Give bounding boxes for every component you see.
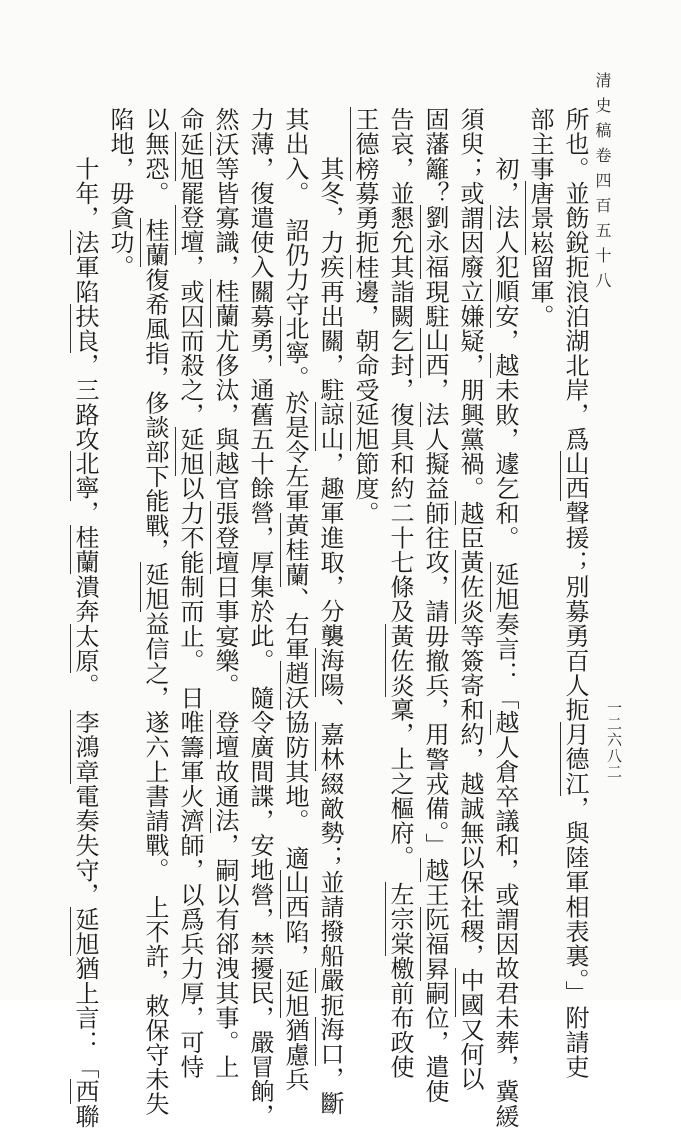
text-column [525,107,555,977]
proper-name: 山西 [421,328,449,378]
text-run: 益信之，遂六上書請戰。 上不許，敕保守未失 [141,611,169,1117]
proper-name: 越 [456,500,484,526]
proper-name: 趙沃 [281,660,309,711]
text-run: 以力不能制而止。 日唯籌軍火濟師，以爲兵力厚，可恃 [176,476,204,1080]
text-run: 嗣位，遣使 [421,980,449,1104]
text-column [175,107,205,1080]
text-run: 固藩籬？ [421,107,449,206]
proper-name: 桂 [351,254,379,280]
proper-name: 太原 [71,623,99,673]
proper-name: 越 [491,353,519,378]
text-run: 邊，朝命受 [351,279,379,403]
text-run: 然 [211,107,239,132]
text-run: 未敗，遽乞和。 [491,377,519,563]
text-column [315,107,345,1116]
text-column [280,107,310,1092]
text-run: 、右軍 [281,587,309,661]
proper-name: 延旭 [71,906,99,957]
text-column [70,107,100,1128]
text-run: ，趣軍進取，分襲 [316,451,344,649]
text-column [245,107,275,1128]
text-run: 猶上言：「 [71,956,99,1080]
text-column [490,107,520,1128]
text-run: 協防其地。 適 [281,710,309,871]
proper-name: 北寧 [71,451,99,501]
proper-name: 黃桂蘭 [281,513,309,588]
proper-name: 延旭 [176,426,204,477]
proper-name: 桂蘭 [71,525,99,575]
text-run: ， [71,500,99,526]
proper-name: 法 [211,808,239,834]
proper-name: 延旭 [141,562,169,612]
text-run: 其出入。 詔仍力守 [281,107,309,317]
proper-name: 越 [491,710,519,735]
text-run: 力薄，復遣使入關募勇，通舊五十餘營，厚集於此。 隨令廣間諜，安地營，禁擾民，嚴冒餉， [246,107,274,1128]
text-run: 告哀，並懇允其詣闕乞封，復具和約二十七條及 [386,107,414,624]
proper-name: 黃佐炎 [456,549,484,624]
text-run: 命 [176,107,204,132]
text-column [105,107,135,977]
text-column [385,107,415,1080]
text-run: 部主事 [526,107,554,181]
proper-name: 桂蘭 [211,279,239,329]
text-run: 等皆寡識， [211,156,239,280]
text-run: 須臾；或謂因廢立嫌疑，朋興黨禍。 [456,107,484,501]
proper-name: 越 [421,857,449,883]
proper-name: 張登壇 [211,500,239,575]
text-run: 日事宴樂。 [211,574,239,711]
proper-name: 延旭 [491,562,519,612]
proper-name: 嚴 [316,968,344,993]
text-run: 聯 [71,1103,99,1128]
text-run: 軍陷 [71,254,99,304]
proper-name: 延旭 [281,968,309,1018]
proper-name: 嘉林 [316,722,344,772]
text-run: 募勇扼 [351,180,379,255]
text-run: 節度。 [351,451,379,526]
text-run: 陷， [281,919,309,969]
proper-name: 海陽 [316,648,344,698]
text-run: 等簽寄和約，越誠無以保社稷， [456,623,484,969]
text-run: 官 [211,476,239,501]
text-run: 人犯 [491,230,519,280]
text-run: ，三路攻 [71,353,99,452]
text-run: 又何以 [456,1017,484,1092]
text-run: 檄前布政使 [386,956,414,1080]
text-run: 。 [71,672,99,711]
text-run: 綴敵勢；並請撥船 [316,771,344,969]
proper-name: 沃 [211,131,239,157]
proper-name: 王德榜 [351,107,379,181]
proper-name: 桂蘭 [141,218,169,268]
text-run: 、 [316,697,344,723]
text-run: 復希風指，侈談部下能戰， [141,267,169,563]
text-run: 聲援；別募勇百人扼 [561,500,589,723]
proper-name: 諒山 [316,402,344,452]
proper-name: 扶良 [71,303,99,354]
text-run: 留軍。 [526,254,554,329]
text-run: 潰奔 [71,574,99,624]
proper-name: 法 [421,402,449,427]
text-run: 所也。並飭銳扼浪泊湖北岸，爲 [561,107,589,452]
text-run: 。於是令左軍 [281,365,309,514]
proper-name: 登壇 [211,710,239,760]
proper-name: 左宗棠 [386,882,414,957]
text-run: 電奏失守， [71,783,99,907]
proper-name: 唐景崧 [526,180,554,255]
text-run: ，嗣以有郤洩其事。上 [211,833,239,1080]
text-run: 以無恐。 [141,107,169,218]
text-run: 陷地，毋貪功。 [106,107,134,280]
text-run: 人擬益師往攻，請毋撤兵，用警戎備。」 [421,426,449,858]
text-run: 故通 [211,759,239,809]
text-run: ，斷 [316,1066,344,1116]
text-run: ，或囚而殺之， [176,254,204,427]
text-run: 罷 [176,180,204,206]
proper-name: 法 [71,230,99,255]
proper-name: 西 [71,1079,99,1104]
text-run: 人倉卒議和，或謂因故君未葬，冀緩 [491,734,519,1128]
text-run: 其冬，力疾再出關，駐 [316,107,344,403]
text-column [140,107,170,1117]
proper-name: 月德江 [561,722,589,796]
proper-name: 黃佐炎 [386,623,414,698]
text-run: ， [491,328,519,354]
text-run: 臣 [456,525,484,550]
text-column [350,107,380,977]
running-head-title: 清史稿卷四百五十八 [593,72,612,297]
proper-name: 延旭 [351,402,379,452]
text-run: ， [421,377,449,403]
text-run: ，與陸軍相表裏。」附請吏 [561,795,589,1080]
proper-name: 山西 [561,451,589,501]
text-run: 奏言：「 [491,611,519,711]
text-run: 初， [491,107,519,206]
proper-name: 山西 [281,870,309,920]
proper-name: 登壇 [176,205,204,255]
text-run: 稟，上之樞府。 [386,697,414,883]
text-run: 猶慮兵 [281,1017,309,1092]
text-run: 現駐 [421,279,449,329]
page-number: 一二六八二 [605,700,623,780]
proper-name: 李鴻章 [71,710,99,784]
text-column [560,107,590,1080]
proper-name: 阮福昪 [421,906,449,981]
proper-name: 海口 [316,1017,344,1067]
proper-name: 北寧 [281,316,309,366]
proper-name: 劉永福 [421,205,449,280]
text-column [420,107,450,1104]
text-run: 扼 [316,992,344,1018]
text-column [210,107,240,1080]
proper-name: 順安 [491,279,519,329]
text-run: 尤侈汰，與 [211,328,239,452]
proper-name: 越 [211,451,239,477]
proper-name: 延旭 [176,131,204,181]
proper-name: 中國 [456,968,484,1018]
text-column [455,107,485,1092]
proper-name: 法 [491,205,519,231]
text-run: 十年， [71,107,99,230]
text-run: 王 [421,882,449,907]
